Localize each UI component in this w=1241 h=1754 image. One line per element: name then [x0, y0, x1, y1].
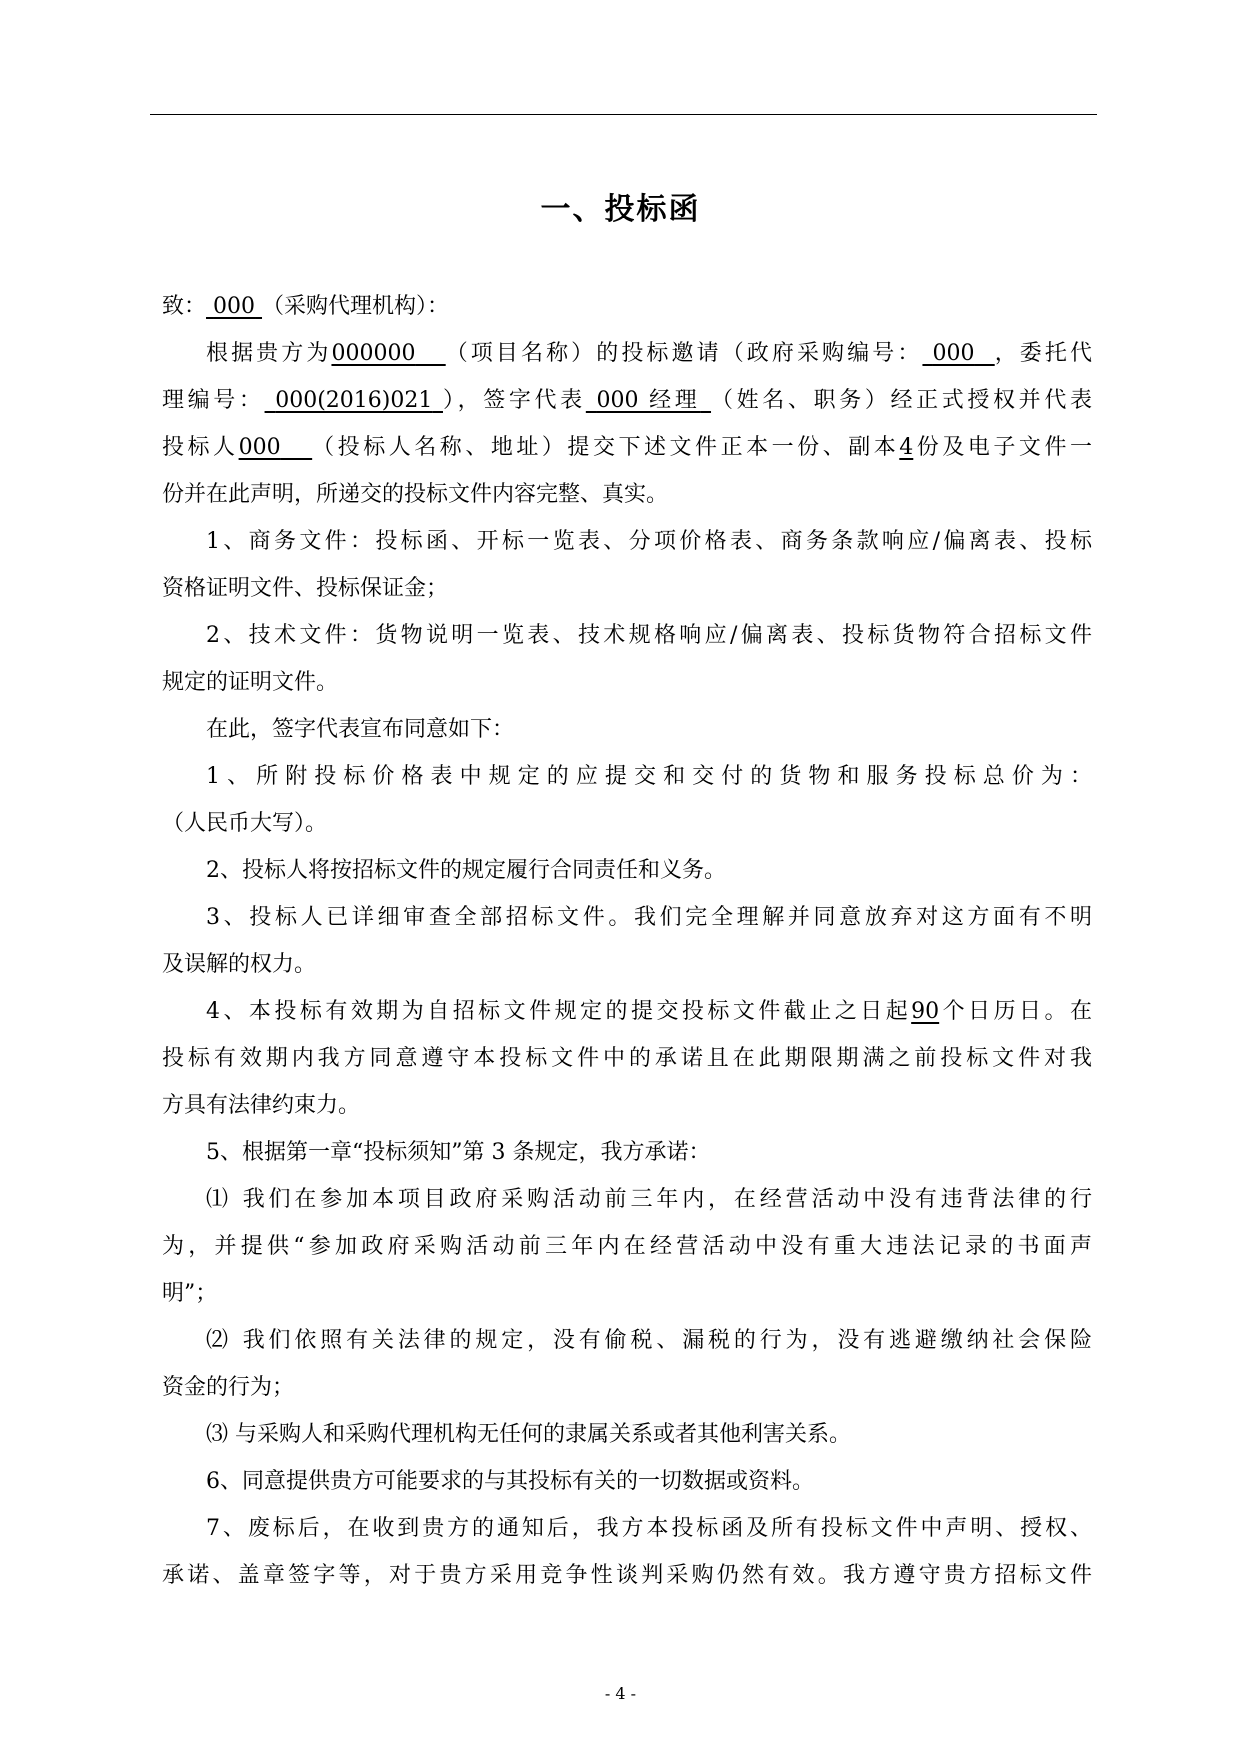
intro-line-4: 份并在此声明，所递交的投标文件内容完整、真实。 — [162, 482, 669, 507]
procurement-number: 000 — [932, 341, 975, 366]
addressee-prefix: 致： — [162, 294, 207, 319]
declaration-6: 6、同意提供贵方可能要求的与其投标有关的一切数据或资料。 — [206, 1469, 814, 1494]
declaration-1-line-1: 1、所附投标价格表中规定的应提交和交付的货物和服务投标总价为： — [206, 764, 1092, 789]
commitment-1-line-2: 为，并提供“参加政府采购活动前三年内在经营活动中没有重大违法记录的书面声 — [162, 1234, 1092, 1259]
commitment-1-line-1: ⑴ 我们在参加本项目政府采购活动前三年内，在经营活动中没有违背法律的行 — [206, 1187, 1092, 1212]
technical-line-1: 2、技术文件：货物说明一览表、技术规格响应/偏离表、投标货物符合招标文件 — [206, 623, 1092, 648]
commitment-2-line-1: ⑵ 我们依照有关法律的规定，没有偷税、漏税的行为，没有逃避缴纳社会保险 — [206, 1328, 1092, 1353]
business-line-1: 1、商务文件：投标函、开标一览表、分项价格表、商务条款响应/偏离表、投标 — [206, 529, 1092, 554]
addressee-line — [162, 292, 1092, 322]
header-rule — [150, 114, 1097, 115]
declaration-5: 5、根据第一章“投标须知”第 3 条规定，我方承诺： — [206, 1140, 711, 1165]
bidder-value: 000 — [238, 435, 281, 460]
project-value: 000000 — [331, 341, 416, 366]
declaration-4-line-2: 投标有效期内我方同意遵守本投标文件中的承诺且在此期限期满之前投标文件对我 — [162, 1046, 1092, 1071]
validity-days: 90 — [911, 999, 940, 1024]
technical-line-2: 规定的证明文件。 — [162, 670, 339, 695]
representative-value: 000 经理 — [596, 388, 701, 413]
declaration-7-line-2: 承诺、盖章签字等，对于贵方采用竞争性谈判采购仍然有效。我方遵守贵方招标文件 — [162, 1563, 1092, 1588]
page-title: 一、投标函 — [540, 192, 701, 227]
declaration-3-line-2: 及误解的权力。 — [162, 952, 317, 977]
intro-line-3: 投标人000 （投标人名称、地址）提交下述文件正本一份、副本4份及电子文件一 — [162, 435, 1092, 460]
commitment-3: ⑶ 与采购人和采购代理机构无任何的隶属关系或者其他利害关系。 — [206, 1422, 851, 1447]
declaration-1-line-2: （人民币大写）。 — [162, 811, 328, 836]
agency-number: 000(2016)021 — [275, 388, 433, 413]
agency-label: （采购代理机构）： — [262, 294, 450, 319]
page-number: - 4 - — [604, 1684, 637, 1703]
commitment-1-line-3: 明”； — [162, 1281, 218, 1306]
commitment-2-line-2: 资金的行为； — [162, 1375, 295, 1400]
declaration-7-line-1: 7、废标后，在收到贵方的通知后，我方本投标函及所有投标文件中声明、授权、 — [206, 1516, 1092, 1541]
declaration-4-line-3: 方具有法律约束力。 — [162, 1093, 361, 1118]
business-line-2: 资格证明文件、投标保证金； — [162, 576, 449, 601]
declaration-3-line-1: 3、投标人已详细审查全部招标文件。我们完全理解并同意放弃对这方面有不明 — [206, 905, 1092, 930]
declaration-4-line-1: 4、本投标有效期为自招标文件规定的提交投标文件截止之日起90个日历日。在 — [206, 999, 1092, 1024]
declaration-2: 2、投标人将按招标文件的规定履行合同责任和义务。 — [206, 858, 726, 883]
intro-line-1: 根据贵方为000000 （项目名称）的投标邀请（政府采购编号： 000 ，委托代 — [206, 341, 1092, 366]
intro-line-2: 理编号： 000(2016)021 ），签字代表 000 经理 （姓名、职务）经正式授权并代表 — [162, 388, 1092, 413]
agency-value: 000 — [213, 294, 256, 319]
declaration-intro: 在此，签字代表宣布同意如下： — [206, 717, 515, 742]
copies-value: 4 — [899, 435, 914, 460]
